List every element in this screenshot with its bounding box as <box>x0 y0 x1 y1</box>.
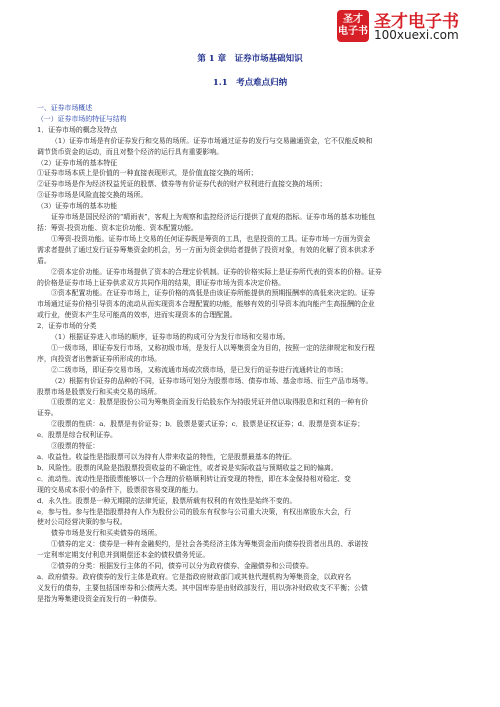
logo-url: 100xuexi.com <box>374 28 459 42</box>
paragraph-line: 债券市场是发行和买卖债券的场所。 <box>51 529 162 538</box>
paragraph-line: （1）根据证券进入市场的顺序，证券市场的构成可分为发行市场和交易市场。 <box>51 333 290 342</box>
document-body <box>37 103 465 605</box>
paragraph-line: （3）证券市场的基本功能 <box>37 202 118 211</box>
logo-badge-top: 圣才 <box>343 14 363 25</box>
paragraph-line: a．收益性。收益性是指股票可以为持有人带来收益的特性，它是股票最基本的特征。 <box>37 453 297 461</box>
paragraph-line: ②证券市场是作为经济权益凭证的股票、债券等有价证券代表的财产权利进行直接交换的场所； <box>37 180 327 189</box>
paragraph-line: ②债券的分类：根据发行主体的不同，债券可以分为政府债券、金融债券和公司债券。 <box>51 562 313 571</box>
paragraph-line: （2）证券市场的基本特征 <box>37 158 118 167</box>
paragraph-line: a．政府债券。政府债券的发行主体是政府。它是指政府财政部门或其他代理机构为筹集资金，以政府名 <box>37 572 352 581</box>
paragraph-line: 现的交易成本很小的条件下，股票很容易变现的能力。 <box>37 485 203 494</box>
paragraph-line: ②股票的性质：a．股票是有价证券；b．股票是要式证券；c．股票是证权证券；d．股票是资本证券； <box>51 420 365 429</box>
paragraph-line: d．永久性。股票是一种无期限的法律凭证，股票所载有权利的有效性是始终不变的。 <box>37 496 297 505</box>
paragraph-line: e．参与性。参与性是指股票持有人作为股份公司的股东有权参与公司重大决策，有权出席股东大会，行 <box>37 507 352 516</box>
brand-logo <box>337 7 493 45</box>
paragraph-line: 证券。 <box>37 409 58 418</box>
paragraph-line: ③证券市场是风险直接交换的场所。 <box>37 191 148 200</box>
paragraph-line: 义发行的债券，主要包括国库券和公债两大类。其中国库券是由财政部发行，用以弥补财政收支不平衡；公债 <box>37 583 368 592</box>
paragraph-line: ①证券市场本质上是价值的一种直接表现形式，是价值直接交换的场所； <box>37 169 258 178</box>
paragraph-line: 股票市场是股票发行和买卖交易的场所。 <box>37 387 162 396</box>
paragraph-line: 调节货币资金的运动，而且对整个经济的运行具有重要影响。 <box>37 147 224 156</box>
paragraph-line: ①股票的定义：股票是股份公司为筹集资金而发行给股东作为持股凭证并借以取得股息和红利的一种有价 <box>51 398 368 407</box>
paragraph-line: 序，向投资者出售新证券所形成的市场。 <box>37 354 162 363</box>
paragraph-line: ①债券的定义：债券是一种有金融契约，是社会各类经济主体为筹集资金而向债券投资者出具的、承诺按 <box>51 540 368 549</box>
paragraph-line: c．流动性。流动性是指股票能够以一个合理的价格顺利转让而变现的特性，即在本金保持相对稳定、变 <box>37 474 351 483</box>
paragraph-line: 括：筹资-投资功能、资本定价功能、资本配置功能。 <box>37 223 198 232</box>
paragraph-line: ③股票的特征： <box>51 442 100 451</box>
paragraph-line: 市场通过证券价格引导资本的流动从而实现资本合理配置的功能，能够有效的引导资本流向能产生高报酬的企业 <box>37 300 375 309</box>
paragraph-line: ②资本定价功能。证券市场提供了资本的合理定价机制。证券的价格实际上是证券所代表的资本的价格。证券 <box>51 267 382 276</box>
paragraph-line: ①筹资-投资功能。证券市场上交易的任何证券既是筹资的工具，也是投资的工具。证券市场一方面为资金 <box>51 234 371 243</box>
paragraph-line: 是指为筹集建设资金而发行的一种债券。 <box>37 594 162 603</box>
heading-overview: 一、证券市场概述 <box>37 104 93 112</box>
paragraph-line: ①一级市场，即证券发行市场，又称初级市场，是发行人以筹集资金为目的，按照一定的法律规定和发行程 <box>51 343 375 352</box>
paragraph-line: 一定利率定期支付利息并到期偿还本金的债权债务凭证。 <box>37 551 210 560</box>
section-title: 1.1 考点难点归纳 <box>212 78 288 88</box>
paragraph-line: 的价格是证券市场上证券供求双方共同作用的结果，即证券市场为资本决定价格。 <box>37 278 286 287</box>
logo-badge <box>337 10 369 42</box>
heading-features: （一）证券市场的特征与结构 <box>37 114 127 123</box>
paragraph-line: 使对公司经营决策的参与权。 <box>37 518 127 527</box>
paragraph-line: ③资本配置功能。在证券市场上，证券价格的高低是由该证券所能提供的预期报酬率的高低来决定的。证券 <box>51 289 375 298</box>
paragraph-line: b．风险性。股票的风险是指股票投资收益的不确定性，或者说是实际收益与预期收益之间的偏离。 <box>37 463 338 472</box>
paragraph-line: 或行业，使资本产生尽可能高的效率，进而实现资本的合理配置。 <box>37 311 237 320</box>
paragraph-line: ②二级市场，即证券交易市场，又称流通市场或次级市场，是已发行的证券进行流通转让的市场； <box>51 365 348 374</box>
paragraph-line: （2）根据有价证券的品种的不同，证券市场可划分为股票市场、债券市场、基金市场、衍生产品市场等。 <box>51 376 373 385</box>
paragraph-line: 盾。 <box>37 256 51 265</box>
paragraph-line: 证券市场是国民经济的“晴雨表”，客观上为观察和监控经济运行提供了直观的指标。证券市场的基本功能包 <box>51 213 376 222</box>
paragraph-line: （1）证券市场是有价证券发行和交易的场所。证券市场通过证券的发行与交易融通资金，它不仅能反映和 <box>51 136 373 145</box>
paragraph-line: e．股票是综合权利证券。 <box>37 431 117 440</box>
chapter-title: 第 1 章 证券市场基础知识 <box>197 54 303 64</box>
logo-badge-bottom: 电子书 <box>338 26 368 37</box>
heading-concept: 1．证券市场的概念及特点 <box>37 125 118 134</box>
paragraph-line: 需求者提供了通过发行证券筹集资金的机会，另一方面为资金供给者提供了投资对象，有效的化解了资本供求矛 <box>37 245 375 254</box>
logo-name: 圣才电子书 <box>374 12 459 32</box>
heading-classification: 2．证券市场的分类 <box>37 322 97 331</box>
